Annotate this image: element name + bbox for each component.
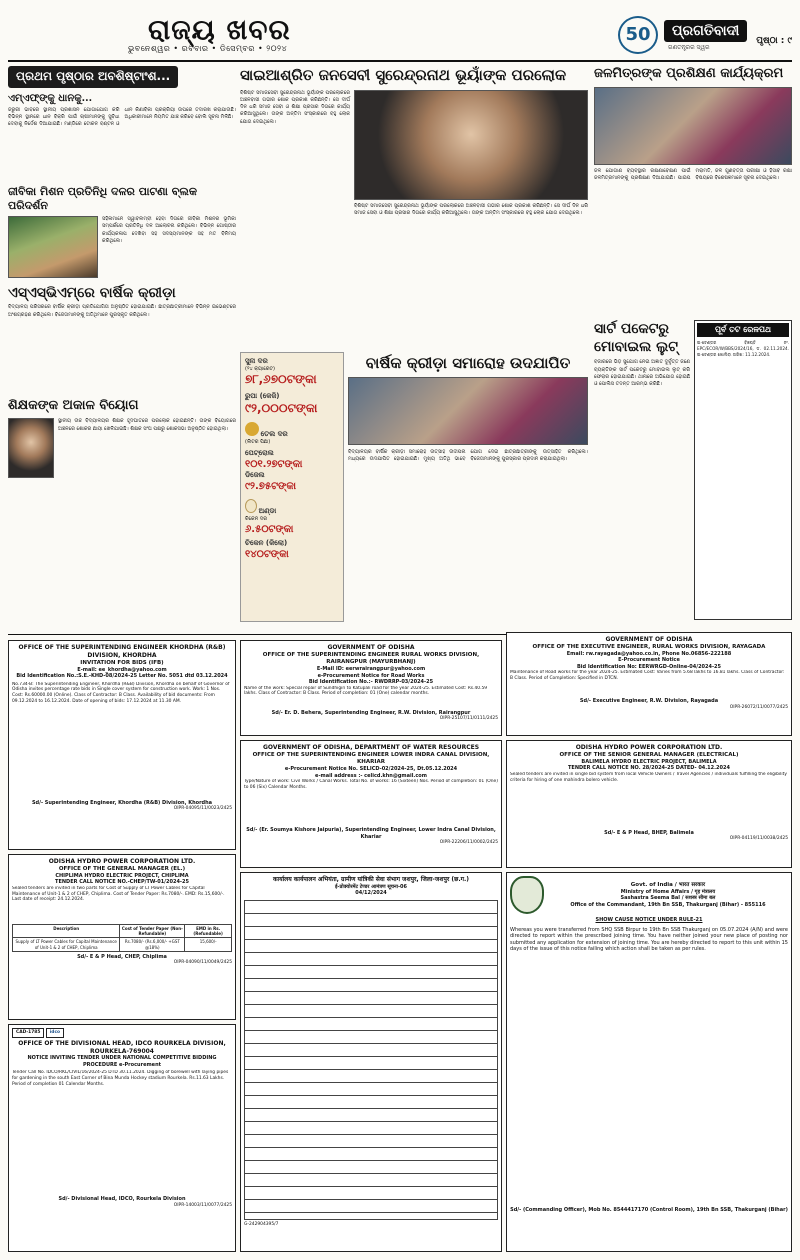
story-mobile-headline: ସାର୍ଟ ପକେଟରୁ ମୋବାଇଲ ଲୁଟ୍ <box>594 320 679 356</box>
page-number: ପୃଷ୍ଠା : ୯ <box>756 36 792 46</box>
lower-indra-subtitle: OFFICE OF THE SUPERINTENDING ENGINEER LOWER INDRA CANAL DIVISION, KHARIAR <box>252 751 490 765</box>
ohpc-table <box>12 924 232 952</box>
hindi-work-list <box>244 900 498 1220</box>
rairangpur-title: GOVERNMENT OF ODISHA <box>327 644 415 651</box>
silver-value: ୯୨,୦୦୦ଟଙ୍କା <box>245 400 318 415</box>
story-msp-headline: ଏମ୍‌ଏଫ୍‌ଙ୍କୁ ଧାନକୁ... <box>8 92 93 104</box>
egg-icon <box>245 499 257 513</box>
petrol-label: ପେଟ୍ରୋଲ <box>245 448 274 457</box>
tender-hindi-jashpur <box>240 872 502 1252</box>
masthead-rule <box>8 60 792 62</box>
story-jalamitra-headline: ଜଳମିତ୍ରଙ୍କ ପ୍ରଶିକ୍ଷଣ କାର୍ଯ୍ୟକ୍ରମ <box>594 66 784 81</box>
khordha-notice: Bid Identification No.:S.E.-KHD-08/2024-25 Letter No. 5051 dtd 03.12.2024 <box>16 673 228 680</box>
rayagada-body: Maintenance of Road works for the year 2024-25. Estimated Cost: Varies from 5.68 lakhs to 16.81 lakhs. Class of Contractor: B Class. Period of Completion: Specified in DTCN. <box>510 670 785 682</box>
story-ssvm-body: ବିଦ୍ୟାଳୟ ପରିସରରେ ବାର୍ଷିକ କ୍ରୀଡ଼ା ପ୍ରତିଯୋଗିତା ଅନୁଷ୍ଠିତ ହୋଇଯାଇଛି। ଛାତ୍ରଛାତ୍ରୀମାନେ ବିଭିନ୍ନ ଇଭେଣ୍ଟରେ ଅଂଶଗ୍ରହଣ କରିଥିଲେ। ବିଜେତାମାନଙ୍କୁ ଅତିଥିମାନେ ପୁରସ୍କୃତ କରିଥିଲେ। <box>8 304 236 318</box>
ohpc-title: ODISHA HYDRO POWER CORPORATION LTD. <box>48 858 196 865</box>
rairangpur-bid: Bid Identification No.:- RWDRRP-03/2024-25 <box>308 679 434 686</box>
ssb-notice: SHOW CAUSE NOTICE UNDER RULE-21 <box>595 917 703 923</box>
rairangpur-subtitle: OFFICE OF THE SUPERINTENDING ENGINEER RURAL WORKS DIVISION, RAIRANGPUR (MAYURBHANJ) <box>262 651 480 665</box>
hindi-notice: ई-प्रोक्योरमेंट टेण्डर आमंत्रण सूचना-06 <box>334 883 408 890</box>
ssb-subtitle: Ministry of Home Affairs / गृह मंत्रालय <box>620 888 716 895</box>
story-ssvm-headline: ଏସ୍‌ଏସ୍‌ଭିଏମ୍‌ରେ ବାର୍ଷିକ କ୍ରୀଡ଼ା <box>8 285 176 302</box>
rayagada-subtitle: OFFICE OF THE EXECUTIVE ENGINEER, RURAL WORKS DIVISION, RAYAGADA <box>532 643 766 650</box>
ohpc2-body: Sealed tenders are invited in single bid system from local Vehicle Owners / Travel Agencies / individuals fulfilling the eligibility criteria for hiring of one mahindra bolero vehicle. <box>510 771 787 783</box>
story-teacher-body: ସ୍ଥାନୀୟ ଉଚ୍ଚ ବିଦ୍ୟାଳୟର ଶିକ୍ଷକ ହୃଦଘାତରେ ପରଲୋକ ହୋଇଛନ୍ତି। ତାଙ୍କ ବିୟୋଗରେ ଅଞ୍ଚଳରେ ଶୋକର ଛାୟା ଖେଳିଯାଇଛି। ଶିକ୍ଷକ ସଂଘ ପକ୍ଷରୁ ଶୋକସଭା ଅନୁଷ୍ଠିତ ହୋଇଥିଲା। <box>58 418 236 432</box>
chicken-label: ଚିକେନ (କିଲୋ) <box>245 538 288 547</box>
story-msp-body: ଜରୁରୀ ଭାବରେ ସ୍ଥାନୀୟ ପ୍ରଶାସନ ଯୋଗାଯୋଗ କରି ବିଭିନ୍ନ ସ୍ଥାନରେ ଧାନ ବିକ୍ରି ପାଇଁ ଚାଷୀମାନଙ୍କୁ ସୁବିଧା ଦେବାକୁ ନିର୍ଦ୍ଦେଶ ଦିଆଯାଇଛି। ମଣ୍ଡିରେ ଟୋକନ ବଣ୍ଟନ ଓ ଧାନ କିଣାବିକା ପ୍ରକ୍ରିୟା ଉପରେ ତଦାରଖ କରାଯାଉଛି। ଅଧିକାରୀମାନେ ନିୟମିତ ଯାଞ୍ଚ କରିବେ ବୋଲି ସୂଚନା ମିଳିଛି। <box>8 106 236 128</box>
rairangpur-mail: E-Mail ID: eerwrairangpur@yahoo.com <box>316 666 426 673</box>
rayagada-mail: Email: rw.rayagada@yahoo.co.in, Phone No.06856-222188 <box>566 650 732 657</box>
gold-sub: (୨୪ କ୍ୟାରେଟ) <box>245 365 275 372</box>
rairangpur-sign: Sd/- Er. D. Behera, Superintending Engineer, R.W. Division, Rairangpur <box>271 709 471 716</box>
ohpc-address: CHIPLIMA HYDRO ELECTRIC PROJECT, CHIPLIMA <box>55 872 189 879</box>
continuation-banner: ପ୍ରଥମ ପୃଷ୍ଠାର ଅବଶିଷ୍ଟାଂଶ... <box>8 66 178 88</box>
ssb-office: Office of the Commandant, 19th Bn SSB, Thakurganj (Bihar) - 855116 <box>570 901 766 908</box>
masthead <box>8 8 792 56</box>
ssb-sign: Sd/- (Commanding Officer), Mob No. 8544417170 (Control Room), 19th Bn SSB, Thakurganj (Bihar) <box>510 1206 788 1213</box>
idco-logo: idco <box>46 1028 64 1038</box>
petrol-value: ୧୦୧.୨୭ଟଙ୍କା <box>245 459 303 471</box>
hindi-title: कार्यालय कार्यपालन अभियंता, ग्रामीण यांत्रिकी सेवा संभाग जशपुर, जिला-जशपुर (छ.ग.) <box>272 876 470 883</box>
gold-label: ସୁନା ଦର <box>245 356 268 365</box>
ohpc-col-emd: EMD in Rs. (Refundable) <box>185 924 232 937</box>
tender-ohpc-balimela <box>506 740 792 868</box>
khordha-body: No.734-B: The Superintending Engineer, Khordha (R&B) Division, Khordha on behalf of Governor of Odisha invites percentage rate bids in Single cover system for construction work. Work: 1 Nos. Cost: Rs.60000.00 (Online). Class of Contractor: B Class. Availability of bid documents: From 09.12.2024 to 16.12.2024. Date of opening of bids: 17.12.2024 at 11.30 AM. <box>12 681 230 704</box>
chicken-value: ୧୪୦ଟଙ୍କା <box>245 548 289 560</box>
story-sports-body: ବିଦ୍ୟାଳୟର ବାର୍ଷିକ କ୍ରୀଡ଼ା ସମାରୋହ ଉତ୍ସାହ ଉଦ୍ଦୀପନା ମଧ୍ୟରେ ଉଦଯାପିତ ହୋଇଯାଇଛି। ମୁଖ୍ୟ ଅତିଥି ଭାବେ ଯୋଗ ଦେଇ ଛାତ୍ରଛାତ୍ରୀଙ୍କୁ ଉତ୍ସାହିତ କରିଥିଲେ। ବିଜେତାମାନଙ୍କୁ ପୁରସ୍କାର ପ୍ରଦାନ କରାଯାଇଥିଲା। <box>348 449 588 463</box>
rairangpur-body: Name of the work: Special repair of Sundhigiri to Katupali road for the year 2024-25. Estimated Cost: Rs.40.59 lakhs. Class of Contractor: B Class. Period of completion: 01 (One) calendar months. <box>244 685 488 697</box>
ohpc-notice: TENDER CALL NOTICE NO.-CHEP/TW-01/2024-25 <box>55 879 189 886</box>
ohpc-body: Sealed tenders are invited in two parts for Cost of Supply of LT Power Cables for Capital Maintenance of Unit-1 & 2 of CHEP, Chiplima. Cost of Tender Paper: Rs.7080/-. EMD: Rs.15,600/-. Last date of receipt: 24.12.2024. <box>12 885 225 903</box>
egg-sub: ଚିକେନ ଦର <box>245 516 268 523</box>
idco-title: OFFICE OF THE DIVISIONAL HEAD, IDCO ROURKELA DIVISION, ROURKELA-769004 <box>18 1039 226 1055</box>
market-rates-box <box>240 352 344 622</box>
teacher-photo <box>8 418 54 478</box>
khordha-subtitle: INVITATION FOR BIDS (IFB) <box>80 659 164 666</box>
story-sports-headline: ବାର୍ଷିକ କ୍ରୀଡ଼ା ସମାରୋହ ଉଦଯାପିତ <box>365 353 571 372</box>
ohpc-ref: OIPR-04090/11/0049/2425 <box>173 960 232 966</box>
sports-photo <box>348 377 588 445</box>
khordha-sign: Sd/- Superintending Engineer, Khordha (R&B) Division, Khordha <box>31 799 213 806</box>
rayagada-bid: Bid Identification No: EERWRGD-Online-04/2024-25 <box>576 663 722 670</box>
ohpc-cell-desc: Supply of LT Power Cables for Capital Maintenance of Unit-1 & 2 of CHEP, Chiplima <box>13 938 120 951</box>
lower-indra-sign: Sd/- (Er. Soumya Kishore Jaipuria), Superintending Engineer, Lower Indra Canal Division, Khariar <box>246 827 496 840</box>
ssb-emblem-icon <box>510 876 544 914</box>
story-livelihood-body: ସହିଳାମାନେ ସ୍ୱାବଲମ୍ବୀ ହେବା ଦିଗରେ ଜୀବିକା ମିଶନର ଭୂମିକା ସମ୍ପର୍କରେ ପ୍ରତିନିଧି ଦଳ ଆଲୋଚନା କରିଥିଲେ। ବିଭିନ୍ନ ଗୋଷ୍ଠୀର କାର୍ଯ୍ୟକଳାପ ଦେଖିବା ସହ ସଦସ୍ୟମାନଙ୍କ ସହ ମତ ବିନିମୟ କରିଥିଲେ। <box>102 216 236 244</box>
khordha-title: OFFICE OF THE SUPERINTENDING ENGINEER KHORDHA (R&B) DIVISION, KHORDHA <box>18 644 226 659</box>
ohpc-col-cost: Cost of Tender Paper (Non-Refundable) <box>121 925 183 937</box>
livelihood-photo <box>8 216 98 278</box>
idco-ref: OIPR-14003/11/0077/2425 <box>173 1202 232 1208</box>
gold-value: ୭୮,୬୭୦ଟଙ୍କା <box>245 372 317 387</box>
rairangpur-ref: OIPR-25107/11/0111/2425 <box>439 716 498 722</box>
lower-indra-notice: e-Procurement Notice No. SELICD-02/2024-25, Dt.05.12.2024 <box>284 766 458 773</box>
anniversary-logo: 50 <box>618 16 658 54</box>
hindi-date: 04/12/2024 <box>355 890 387 897</box>
ohpc2-address: BALIMELA HYDRO ELECTRIC PROJECT, BALIMELA <box>581 758 717 765</box>
rairangpur-notice: e-Procurement Notice for Road Works <box>317 672 425 679</box>
khordha-mail: E-mail: ee_khordha@yahoo.com <box>77 666 167 673</box>
tender-khordha <box>8 640 236 850</box>
ssb-title: Govt. of India / भारत सरकार <box>630 881 706 888</box>
ohpc-col-desc: Description <box>13 924 120 937</box>
idco-sign: Sd/- Divisional Head, IDCO, Rourkela Division <box>58 1196 186 1203</box>
obituary-portrait <box>354 90 588 200</box>
tender-ohpc-chiplima <box>8 854 236 1020</box>
story-obituary-body-2: ବିଶିଷ୍ଟ ସମାଜସେବୀ ସୁରେନ୍ଦ୍ରନାଥ ଭୂୟାଁଙ୍କ ପରଲୋକରେ ଅଞ୍ଚଳବାସୀ ଗଭୀର ଶୋକ ପ୍ରକାଶ କରିଛନ୍ତି। ସେ ଦୀର୍ଘ ଦିନ ଧରି ସମାଜ ସେବା ଓ ଶିକ୍ଷା ପ୍ରସାର ଦିଗରେ କାର୍ଯ୍ୟ କରିଆସୁଥିଲେ। ତାଙ୍କ ଅନ୍ତିମ ସଂସ୍କାରରେ ବହୁ ଲୋକ ଯୋଗ ଦେଇଥିଲେ। <box>354 202 588 216</box>
tender-lower-indra <box>240 740 502 868</box>
ssb-subtitle-2: Sashastra Seema Bal / सशस्त्र सीमा बल <box>620 895 716 902</box>
oil-sub: (ଲିଟର ପିଛା) <box>245 439 271 446</box>
railway-ad <box>694 320 792 620</box>
ohpc2-subtitle: OFFICE OF THE SENIOR GENERAL MANAGER (ELECTRICAL) <box>559 751 739 758</box>
newspaper-name: ପ୍ରଗତିବାଦୀ <box>664 20 747 42</box>
section-subline: ଭୁବନେଶ୍ୱର • ରବିବାର • ଡିସେମ୍ବର • ୨୦୨୪ <box>128 44 288 53</box>
hindi-ref: G-242904395/7 <box>244 1221 279 1227</box>
rayagada-sign: Sd/- Executive Engineer, R.W. Division, Rayagada <box>579 698 719 705</box>
ohpc2-sign: Sd/- E & P Head, BHEP, Balimela <box>604 829 694 836</box>
idco-body: Tender Call No. IDCO/RKL/CIVIL/16/2024-25 DTD 30.11.2024. Digging of borewell with laying pipes for gardening in the south East Corner of Bina Munda Hockey stadium Rourkela. Rs.11.63 Lakhs. Period of completion 01 Calendar Months. <box>12 1070 229 1087</box>
lower-indra-body: Type/Nature of work: Civil Works / Canal Works. Total No. of works: 16 (Sixteen) Nos. Period of completion: 01 (One) to 06 (Six) Calendar Months. <box>244 779 498 790</box>
egg-value: ୬.୫୦ଟଙ୍କା <box>245 523 294 535</box>
tender-rairangpur <box>240 640 502 736</box>
diesel-value: ୯୨.୭୫ଟଙ୍କା <box>245 481 296 493</box>
tender-ssb-notice <box>506 872 792 1252</box>
ohpc-cell-emd: 15,600/- <box>185 938 232 951</box>
egg-label: ଅଣ୍ଡା <box>258 507 277 516</box>
story-livelihood-headline: ଜୀବିକା ମିଶନ ପ୍ରତିନିଧି ଦଳର ପାଟଣା ବ୍ଲକ ପରିଦର୍ଶନ <box>8 184 197 212</box>
lower-indra-title: GOVERNMENT OF ODISHA, DEPARTMENT OF WATER RESOURCES <box>262 744 480 751</box>
oil-label: ତେଲ ଦର <box>260 430 288 439</box>
ohpc-subtitle: OFFICE OF THE GENERAL MANAGER (EL.) <box>58 865 186 872</box>
column-center <box>240 66 588 632</box>
story-obituary-headline: ସାଇଆଶ୍ରିତ ଜନସେବୀ ସୁରେନ୍ଦ୍ରନାଥ ଭୂୟାଁଙ୍କ ପରଲୋକ <box>240 66 567 84</box>
khordha-ref: OIPR-04095/11/0023/2425 <box>173 806 232 812</box>
section-title: ରାଜ୍ୟ ଖବର <box>148 13 291 46</box>
idco-notice: NOTICE INVITING TENDER UNDER NATIONAL COMPETITIVE BIDDING PROCEDURE e-Procurement <box>27 1055 217 1068</box>
tender-rayagada <box>506 632 792 736</box>
ohpc-cell-cost: Rs.7080/- (Rs.6,000/- +GST @18%) <box>120 938 185 951</box>
tender-idco <box>8 1024 236 1252</box>
newspaper-tagline: ଗଣତନ୍ତ୍ରର ସ୍ୱର <box>668 44 710 51</box>
column-left <box>8 66 236 632</box>
jalamitra-photo <box>594 87 792 165</box>
oil-drop-icon <box>245 422 259 436</box>
railway-ad-body: ଇ-ଟେଣ୍ଡର ବିଜ୍ଞପ୍ତି ନଂ. EPC/ECOR/W/BBS/2024/16, ଡ. 02.11.2024. ଇ-ଟେଣ୍ଡର ଖୋଲିବା ତାରିଖ: 11.12.2024. <box>697 340 789 358</box>
column-right <box>594 66 792 632</box>
rayagada-notice: E-Procurement Notice <box>618 657 680 664</box>
silver-label: ରୁପା (କେଜି) <box>245 391 280 400</box>
railway-ad-title: ପୂର୍ବ ତଟ ରେଳପଥ <box>697 323 789 337</box>
lower-indra-mail: e-mail address :- celicd.khn@gmail.com <box>315 772 427 779</box>
ohpc2-title: ODISHA HYDRO POWER CORPORATION LTD. <box>575 744 723 751</box>
lower-indra-ref: OIPR-22206/11/0002/2425 <box>439 840 498 846</box>
ohpc2-notice: TENDER CALL NOTICE NO. 28/2024-25 DATED- 04.12.2024 <box>568 765 730 772</box>
rayagada-title: GOVERNMENT OF ODISHA <box>605 636 693 643</box>
ohpc2-ref: OIPR-04119/11/0038/2425 <box>729 836 788 842</box>
story-mobile-body: ବଜାରରେ ଭିଡ଼ ସୁଯୋଗ ନେଇ ଅଜ୍ଞାତ ଦୁର୍ବୃତ୍ତ ଜଣେ ବ୍ୟକ୍ତିଙ୍କ ସାର୍ଟ ପକେଟରୁ ମୋବାଇଲ ଲୁଟ୍ କରି ଫେରାର ହୋଇଯାଇଛି। ଥାନାରେ ଅଭିଯୋଗ ହୋଇଛି ଓ ପୋଲିସ ତଦନ୍ତ ଆରମ୍ଭ କରିଛି। <box>594 359 690 388</box>
idco-tag: CAD-1785 <box>12 1028 44 1038</box>
ohpc-sign: Sd/- E & P Head, CHEP, Chiplima <box>77 953 167 960</box>
rayagada-ref: OIPR-26072/11/0077/2425 <box>729 704 788 710</box>
story-jalamitra-body: ଜଳ ଯୋଗାଣ ବ୍ୟବସ୍ଥାର ରକ୍ଷଣାବେକ୍ଷଣ ପାଇଁ ଜଳମିତ୍ରମାନଙ୍କୁ ପ୍ରଶିକ୍ଷଣ ଦିଆଯାଇଛି। ପାଇପ ମରାମତି, ଜଳ ଗୁଣବତ୍ତା ପରୀକ୍ଷା ଓ ହିସାବ ରକ୍ଷା ବିଷୟରେ ବିଶେଷଜ୍ଞମାନେ ସୂଚନା ଦେଇଥିଲେ। <box>594 167 792 182</box>
ssb-body: Whereas you were transferred from SHQ SSB Birpur to 19th Bn SSB Thakurganj on 05.07.2024 (A/N) and were directed to report within the prescribed joining time. You have neither joined your new place of posting nor submitted any application for extension of joining time. You are hereby directed to report to this unit within 15 days of the issue of this notice failing which action shall be taken as per rules. <box>510 926 788 952</box>
story-teacher-headline: ଶିକ୍ଷକଙ୍କ ଅକାଳ ବିୟୋଗ <box>8 398 139 414</box>
diesel-label: ଡିଜେଲ <box>245 471 265 480</box>
story-obituary-body: ବିଶିଷ୍ଟ ସମାଜସେବୀ ସୁରେନ୍ଦ୍ରନାଥ ଭୂୟାଁଙ୍କ ପରଲୋକରେ ଅଞ୍ଚଳବାସୀ ଗଭୀର ଶୋକ ପ୍ରକାଶ କରିଛନ୍ତି। ସେ ଦୀର୍ଘ ଦିନ ଧରି ସମାଜ ସେବା ଓ ଶିକ୍ଷା ପ୍ରସାର ଦିଗରେ କାର୍ଯ୍ୟ କରିଆସୁଥିଲେ। ତାଙ୍କ ଅନ୍ତିମ ସଂସ୍କାରରେ ବହୁ ଲୋକ ଯୋଗ ଦେଇଥିଲେ। <box>240 89 350 125</box>
